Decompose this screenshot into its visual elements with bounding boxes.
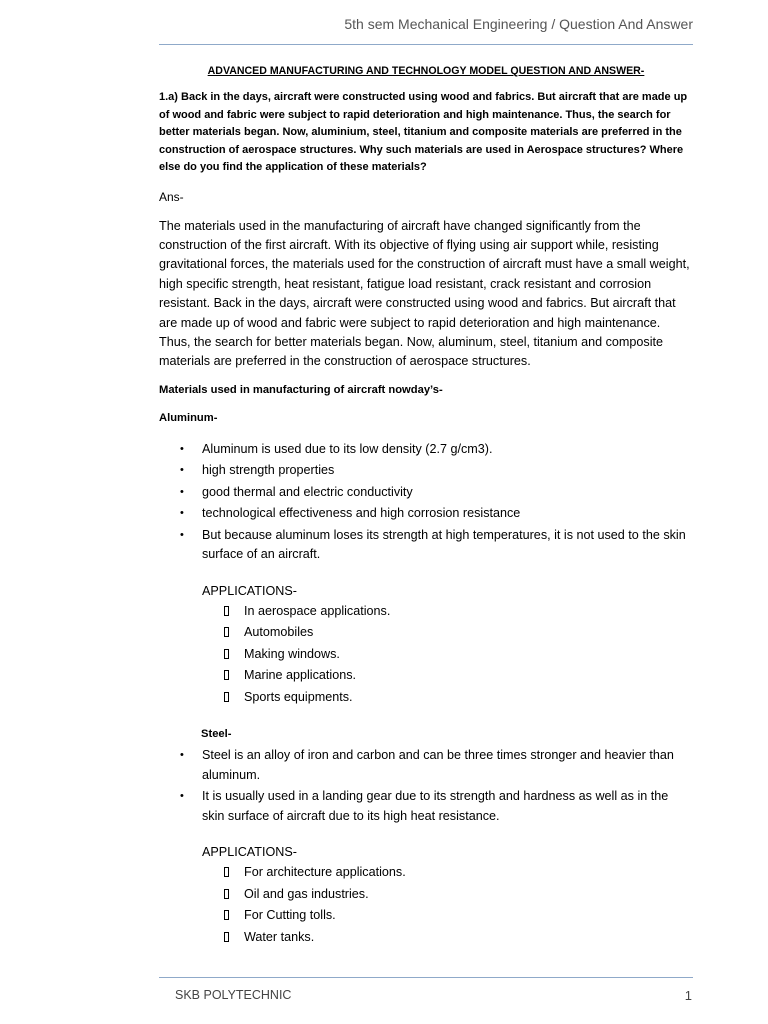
list-item: Oil and gas industries. — [159, 884, 693, 906]
list-item: Automobiles — [159, 622, 693, 644]
list-item: • It is usually used in a landing gear due to its strength and hardness as well as in the skin surface of aircraft due to its high heat resistance. — [159, 787, 693, 826]
list-item: Water tanks. — [159, 927, 693, 949]
page-number: 1 — [684, 988, 692, 1003]
aluminum-applications-list — [159, 601, 693, 709]
aluminum-heading: Aluminum- — [159, 411, 218, 424]
list-item: • But because aluminum loses its strength at high temperatures, it is not used to the skin surface of an aircraft. — [159, 526, 693, 565]
list-item: Sports equipments. — [159, 687, 693, 709]
list-item: • technological effectiveness and high corrosion resistance — [159, 504, 693, 524]
list-item: Marine applications. — [159, 665, 693, 687]
list-item: • high strength properties — [159, 461, 693, 481]
list-item: • Steel is an alloy of iron and carbon and can be three times stronger and heavier than aluminum. — [159, 746, 693, 785]
list-item: Making windows. — [159, 644, 693, 666]
header-rule — [159, 44, 693, 45]
list-item: For architecture applications. — [159, 862, 693, 884]
list-item: In aerospace applications. — [159, 601, 693, 623]
page-header: 5th sem Mechanical Engineering / Question And Answer — [344, 16, 693, 32]
aluminum-bullet-list — [159, 440, 693, 565]
list-item: • good thermal and electric conductivity — [159, 483, 693, 503]
list-item: For Cutting tolls. — [159, 905, 693, 927]
answer-label: Ans- — [159, 189, 184, 204]
steel-applications-list — [159, 862, 693, 948]
question-text: 1.a) Back in the days, aircraft were constructed using wood and fabrics. But aircraft that are made up of wood and fabric were subject to rapid deterioration and high maintenance. Thus, the search for better materials began. Now, aluminium, steel, titanium and composite materials are preferred in the construction of aerospace structures. Why such materials are used in Aerospace structures? Where else do you find the application of these materials? — [159, 91, 688, 173]
steel-applications-heading: APPLICATIONS- — [202, 845, 297, 860]
document-title: ADVANCED MANUFACTURING AND TECHNOLOGY MODEL QUESTION AND ANSWER- — [207, 65, 645, 77]
steel-bullet-list — [159, 746, 693, 826]
footer-rule — [159, 977, 693, 978]
footer-institution: SKB POLYTECHNIC — [175, 988, 292, 1002]
page-content — [159, 64, 693, 948]
list-item: • Aluminum is used due to its low density (2.7 g/cm3). — [159, 440, 693, 460]
steel-heading: Steel- — [201, 728, 232, 741]
aluminum-applications-heading: APPLICATIONS- — [202, 583, 297, 598]
materials-heading: Materials used in manufacturing of aircraft nowday’s- — [159, 383, 443, 396]
answer-paragraph: The materials used in the manufacturing of aircraft have changed significantly from the construction of the first aircraft. With its objective of flying using air support while, resisting gravitational forces, the materials used for the construction of aircraft must have a small weight, high specific strength, heat resistant, fatigue load resistant, crack resistant and corrosion resistant. Back in the days, aircraft were constructed using wood and fabrics. But aircraft that are made up of wood and fabric were subject to rapid deterioration and high maintenance. Thus, the search for better materials began. Now, aluminum, steel, titanium and composite materials are preferred in the construction of aerospace structures. — [159, 218, 690, 369]
